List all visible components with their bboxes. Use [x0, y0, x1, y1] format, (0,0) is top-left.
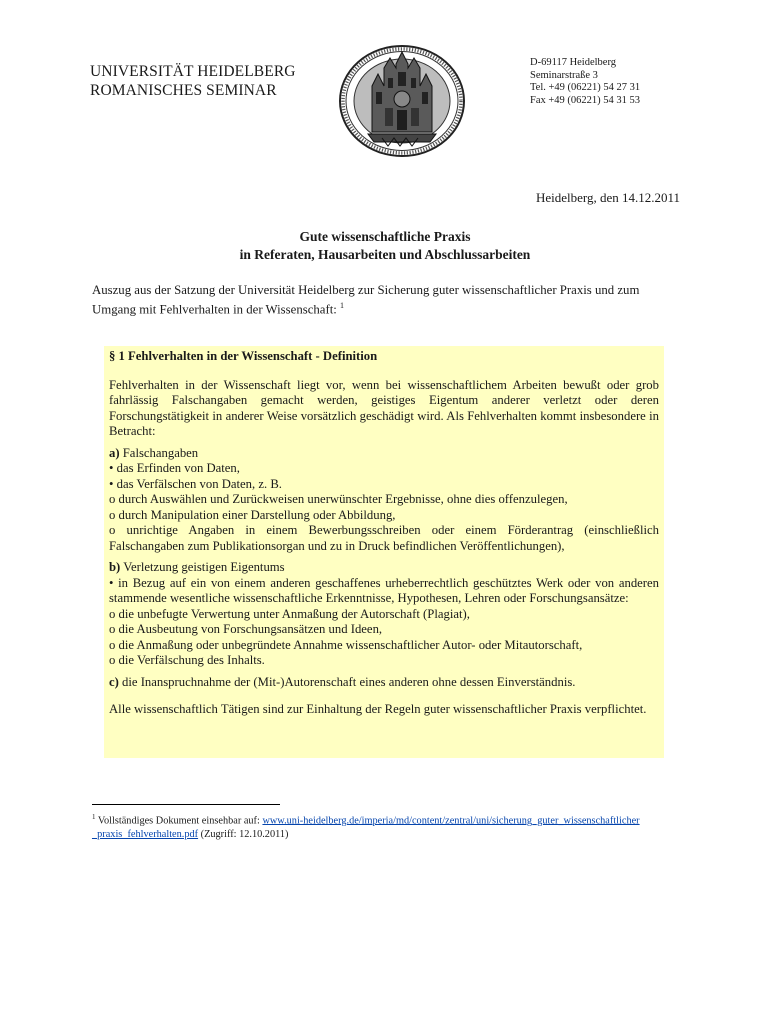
footnote-prefix: Vollständiges Dokument einsehbar auf: [97, 815, 260, 827]
intro-text: Auszug aus der Satzung der Universität Heidelberg zur Sicherung guter wissenschaftlicher Praxis und zum Umgang mit Fehlverhalten in der Wissenschaft: [92, 283, 640, 317]
item-a-point: o durch Manipulation einer Darstellung oder Abbildung, [109, 507, 396, 522]
footnote-divider [92, 804, 280, 805]
item-a-point: o unrichtige Angaben in einem Bewerbungsschreiben oder einem Förderantrag (einschließlich Falschangaben zum Publikationsorgan und zu in Druck befindlichen Veröffentlichungen), [109, 523, 659, 553]
title-line-1: Gute wissenschaftliche Praxis [299, 229, 471, 244]
item-b-point: o die Verfälschung des Inhalts. [109, 653, 265, 667]
address-block [530, 57, 640, 107]
university-name: UNIVERSITÄT HEIDELBERG [90, 63, 296, 80]
document-title [0, 228, 770, 264]
item-b [109, 560, 659, 669]
item-b-point: • in Bezug auf ein von einem anderen geschaffenes urheberrechtlich geschütztes Werk oder von anderen stammende wesentliche wissenschaftliche Erkenntnisse, Hypothesen, Lehren oder Forschungsansätze: [109, 575, 659, 605]
item-b-point: o die Anmaßung oder unbegründete Annahme wissenschaftlicher Autor- oder Mitautorschaft, [109, 637, 583, 652]
statute-excerpt-box [104, 346, 664, 758]
item-b-title: Verletzung geistigen Eigentums [123, 560, 285, 574]
item-c [109, 675, 659, 691]
footnote-reference[interactable]: 1 [340, 301, 345, 310]
address-street: Seminarstraße 3 [530, 69, 598, 81]
date-line: Heidelberg, den 14.12.2011 [535, 190, 680, 205]
item-a-title: Falschangaben [122, 445, 199, 460]
address-city: D-69117 Heidelberg [530, 57, 617, 68]
department-name: ROMANISCHES SEMINAR [90, 82, 277, 99]
item-a-point: • das Verfälschen von Daten, z. B. [109, 476, 282, 491]
item-b-label: b) [109, 560, 121, 574]
item-a-point: o durch Auswählen und Zurückweisen unerwünschter Ergebnisse, ohne dies offenzulegen, [109, 492, 568, 506]
item-b-point: o die Ausbeutung von Forschungsansätzen und Ideen, [109, 622, 383, 636]
intro-paragraph [92, 282, 678, 317]
university-seal-icon [338, 44, 466, 158]
item-a-label: a) [109, 445, 120, 460]
item-c-text: die Inanspruchnahme der (Mit-)Autorenschaft eines anderen ohne dessen Einverständnis. [122, 674, 576, 689]
item-c-label: c) [109, 674, 119, 689]
item-a-point: • das Erfinden von Daten, [109, 461, 240, 475]
item-b-point: o die unbefugte Verwertung unter Anmaßung der Autorschaft (Plagiat), [109, 606, 470, 621]
closing-paragraph: Alle wissenschaftlich Tätigen sind zur Einhaltung der Regeln guter wissenschaftlicher Praxis verpflichtet. [109, 702, 647, 716]
institution-header [90, 62, 296, 100]
address-fax: Fax +49 (06221) 54 31 53 [530, 94, 641, 106]
footnote-link[interactable]: www.uni-heidelberg.de/imperia/md/content/zentral/uni/sicherung_guter_wissenschaftlicher _praxis_fehlverhalten.pdf [92, 815, 640, 840]
footnote-number: 1 [92, 813, 96, 821]
footnote-suffix: (Zugriff: 12.10.2011) [200, 828, 289, 840]
item-a [109, 446, 659, 555]
footnote [92, 811, 672, 841]
section-heading: § 1 Fehlverhalten in der Wissenschaft - Definition [109, 349, 378, 363]
address-phone: Tel. +49 (06221) 54 27 31 [530, 82, 641, 94]
definition-paragraph: Fehlverhalten in der Wissenschaft liegt vor, wenn bei wissenschaftlichem Arbeiten bewußt oder grob fahrlässig Falschangaben gemacht werden, geistiges Eigentum anderer verletzt oder deren Forschungstätigkeit in anderer Weise vorsätzlich geschädigt wird. Als Fehlverhalten kommt insbesondere in Betracht: [109, 377, 659, 438]
title-line-2: in Referaten, Hausarbeiten und Abschlussarbeiten [239, 247, 531, 262]
